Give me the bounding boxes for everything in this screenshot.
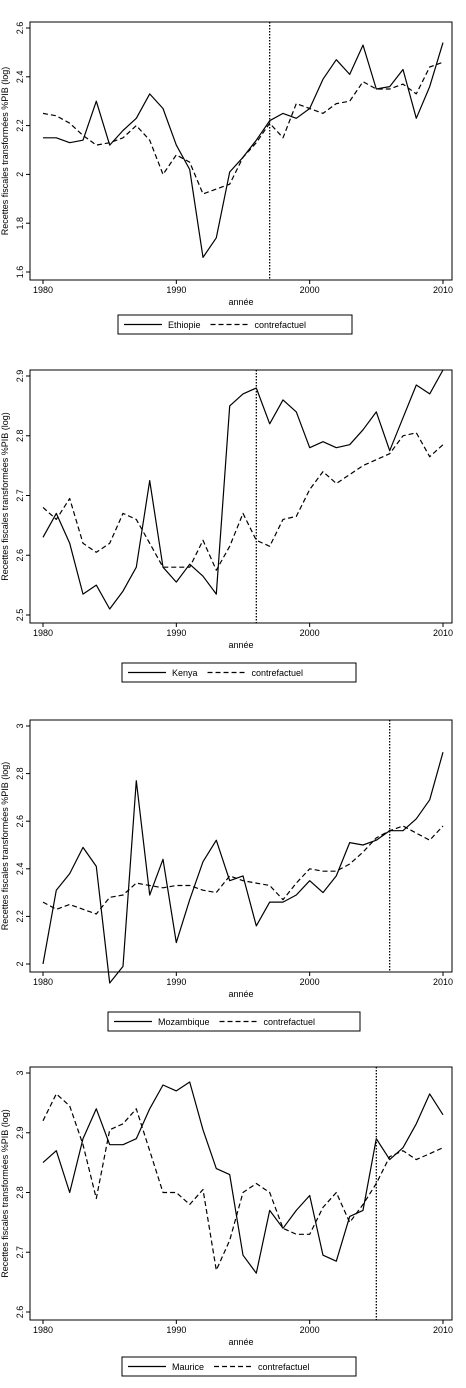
legend-label: contrefactuel	[258, 1362, 310, 1372]
y-tick-label: 3	[15, 723, 25, 729]
x-axis-label: année	[228, 297, 254, 307]
y-tick-label: 2.6	[15, 548, 25, 562]
y-tick-label: 2.4	[15, 70, 25, 84]
legend	[118, 315, 352, 334]
y-tick-label: 2.9	[15, 369, 25, 383]
y-axis-label: Recettes fiscales transformées %PIB (log)	[0, 1109, 10, 1278]
y-tick-label: 2	[15, 961, 25, 967]
y-tick-label: 2.6	[15, 1305, 25, 1319]
x-tick-label: 1980	[32, 977, 54, 987]
x-tick-label: 2010	[432, 628, 454, 638]
y-axis-label: Recettes fiscales transformées %PIB (log)	[0, 761, 10, 931]
y-tick-label: 2.4	[15, 862, 25, 876]
y-tick-label: 2.2	[15, 119, 25, 132]
y-tick-label: 2.8	[15, 767, 25, 780]
x-tick-label: 2000	[299, 628, 320, 638]
x-tick-label: 1990	[166, 628, 187, 638]
plot-frame	[30, 370, 452, 623]
series-line-contrefactuel	[43, 826, 443, 914]
y-tick-label: 3	[15, 1070, 25, 1076]
series-line-contrefactuel	[43, 62, 443, 194]
series-line-contrefactuel	[43, 1094, 443, 1270]
x-tick-label: 2010	[432, 977, 454, 987]
x-axis-label: année	[228, 989, 254, 999]
x-tick-label: 1980	[32, 1325, 54, 1335]
y-tick-label: 1.6	[15, 265, 25, 279]
y-tick-label: 2.6	[15, 21, 25, 35]
legend	[122, 1357, 356, 1376]
series-line-maurice	[43, 1082, 443, 1273]
x-tick-label: 1990	[166, 285, 187, 295]
x-axis-label: année	[228, 1337, 254, 1347]
y-tick-label: 2.7	[15, 1245, 25, 1259]
series-line-contrefactuel	[43, 433, 443, 570]
x-tick-label: 1980	[32, 628, 54, 638]
chart-panel-2	[0, 370, 453, 682]
legend-label: Maurice	[172, 1362, 205, 1372]
legend-label: Kenya	[172, 668, 198, 678]
legend-label: contrefactuel	[251, 668, 304, 678]
x-tick-label: 2000	[299, 1325, 320, 1335]
y-tick-label: 2.7	[15, 489, 25, 502]
x-axis-label: année	[228, 640, 254, 650]
plot-frame	[30, 720, 452, 972]
x-tick-label: 2010	[432, 1325, 454, 1335]
y-axis-label: Recettes fiscales transformées %PIB (log)	[0, 66, 10, 236]
x-tick-label: 1980	[32, 285, 54, 295]
y-tick-label: 2.8	[15, 1186, 25, 1199]
x-tick-label: 2000	[299, 285, 320, 295]
x-tick-label: 1990	[166, 977, 187, 987]
plot-frame	[30, 1067, 452, 1320]
y-tick-label: 2.5	[15, 608, 25, 622]
legend-label: contrefactuel	[263, 1017, 316, 1027]
x-tick-label: 1990	[166, 1325, 187, 1335]
legend-label: Ethiopie	[168, 320, 201, 330]
y-tick-label: 2	[15, 171, 25, 177]
series-line-mozambique	[43, 752, 443, 983]
y-tick-label: 1.8	[15, 216, 25, 230]
plot-frame	[30, 22, 452, 280]
legend-label: contrefactuel	[254, 320, 307, 330]
x-tick-label: 2000	[299, 977, 320, 987]
chart-panel-4	[0, 1067, 453, 1376]
y-tick-label: 2.9	[15, 1126, 25, 1140]
chart-panel-3	[0, 720, 453, 1031]
y-tick-label: 2.8	[15, 429, 25, 443]
series-line-ethiopie	[43, 43, 443, 258]
y-tick-label: 2.6	[15, 814, 25, 828]
x-tick-label: 2010	[432, 285, 454, 295]
y-axis-label: Recettes fiscales transformées %PIB (log)	[0, 412, 10, 581]
y-tick-label: 2.2	[15, 910, 25, 923]
series-line-kenya	[43, 370, 443, 609]
chart-panel-1	[0, 22, 453, 334]
legend	[108, 1012, 360, 1031]
legend-label: Mozambique	[158, 1017, 210, 1027]
legend	[122, 663, 356, 682]
